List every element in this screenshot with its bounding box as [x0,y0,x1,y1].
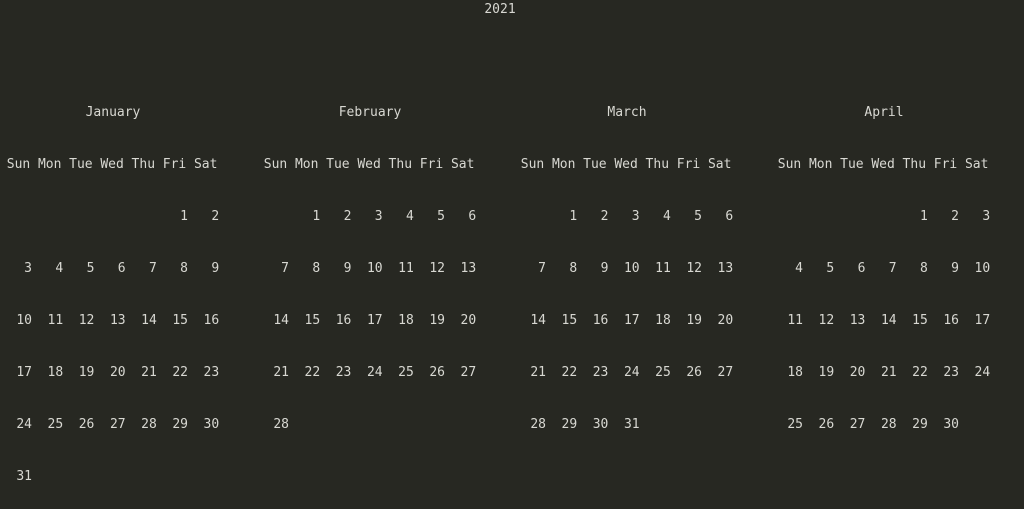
day-cell: 9 [211,261,220,276]
day-cell: 18 [398,313,414,328]
day-cell: 13 [109,313,126,328]
day-cell: 25 [47,417,64,432]
day-cell: 27 [460,365,477,380]
day-cell: 24 [623,365,640,380]
day-cell: 22 [172,365,188,380]
weekday-header: Wed [614,157,638,172]
day-cell: 12 [78,313,95,328]
day-cell: 17 [16,365,32,380]
day-cell: 16 [203,313,220,328]
day-cell: 26 [429,365,445,380]
day-cell: 20 [849,365,866,380]
day-cell: 13 [849,313,866,328]
day-cell: 4 [405,209,414,224]
day-cell: 25 [655,365,671,380]
day-cell: 9 [343,261,352,276]
day-cell: 5 [437,209,445,224]
day-cell: 28 [530,417,546,432]
day-cell: 11 [398,261,414,276]
day-cell: 28 [273,417,289,432]
day-cell: 15 [172,313,188,328]
day-cell: 11 [655,261,671,276]
day-cell: 18 [47,365,64,380]
day-cell: 1 [919,209,928,224]
day-cell: 22 [912,365,928,380]
day-cell: 24 [366,365,383,380]
day-cell: 13 [460,261,477,276]
day-cell: 30 [592,417,609,432]
weekday-header: Sat [964,157,989,172]
day-cell: 6 [468,209,477,224]
day-cell: 7 [538,261,546,276]
day-cell: 7 [148,261,157,276]
month-name: March [607,105,647,120]
weekday-header: Thu [902,157,927,172]
weekday-header: Fri [676,157,701,172]
day-cell: 6 [725,209,734,224]
day-cell: 2 [343,209,352,224]
day-cell: 24 [16,417,32,432]
day-cell: 6 [857,261,866,276]
month-name: February [338,105,402,120]
day-cell: 23 [943,365,959,380]
day-cell: 9 [600,261,609,276]
day-cell: 4 [795,261,803,276]
day-cell: 10 [623,261,640,276]
day-cell: 1 [569,209,578,224]
day-cell: 26 [78,417,95,432]
day-cell: 19 [78,365,95,380]
weekday-header: Sun [777,157,802,172]
day-cell: 14 [273,313,289,328]
weekday-header: Mon [808,157,833,172]
day-cell: 2 [951,209,959,224]
weekday-header: Mon [294,157,319,172]
day-cell: 1 [180,209,188,224]
weekday-header: Sun [263,157,288,172]
day-cell: 8 [569,261,578,276]
day-cell: 4 [55,261,64,276]
day-cell: 8 [919,261,928,276]
day-cell: 3 [374,209,383,224]
day-cell: 2 [600,209,609,224]
day-cell: 23 [203,365,220,380]
day-cell: 1 [312,209,321,224]
weekday-header: Thu [388,157,413,172]
day-cell: 25 [398,365,414,380]
month-name: January [85,105,141,120]
day-cell: 6 [117,261,126,276]
day-cell: 17 [623,313,640,328]
day-cell: 3 [24,261,32,276]
day-cell: 21 [880,365,897,380]
day-cell: 11 [47,313,64,328]
day-cell: 31 [623,417,640,432]
weekday-header: Tue [840,157,864,172]
day-cell: 12 [686,261,702,276]
weekday-header: Tue [69,157,93,172]
day-cell: 17 [974,313,991,328]
day-cell: 16 [592,313,609,328]
day-cell: 30 [203,417,220,432]
day-cell: 2 [211,209,220,224]
day-cell: 25 [787,417,803,432]
day-cell: 3 [982,209,991,224]
weekday-header: Sun [520,157,545,172]
day-cell: 23 [335,365,352,380]
day-cell: 21 [273,365,289,380]
day-cell: 5 [694,209,702,224]
day-cell: 9 [951,261,959,276]
day-cell: 18 [655,313,671,328]
day-cell: 14 [141,313,157,328]
weekday-header: Sun [6,157,31,172]
day-cell: 5 [826,261,835,276]
day-cell: 7 [888,261,897,276]
day-cell: 28 [880,417,897,432]
weekday-header: Fri [419,157,444,172]
day-cell: 3 [631,209,640,224]
day-cell: 5 [86,261,95,276]
day-cell: 27 [849,417,866,432]
day-cell: 10 [974,261,991,276]
day-cell: 18 [787,365,803,380]
day-cell: 8 [180,261,188,276]
day-cell: 28 [141,417,157,432]
weekday-header: Fri [162,157,187,172]
day-cell: 15 [561,313,578,328]
weekday-header: Wed [871,157,895,172]
year-heading: 2021 [484,2,516,17]
weekday-header: Wed [357,157,381,172]
day-cell: 8 [312,261,321,276]
day-cell: 20 [460,313,477,328]
day-cell: 22 [304,365,321,380]
day-cell: 20 [109,365,126,380]
day-cell: 16 [943,313,959,328]
day-cell: 27 [717,365,734,380]
day-cell: 21 [530,365,546,380]
day-cell: 15 [304,313,321,328]
day-cell: 4 [662,209,671,224]
day-cell: 12 [818,313,835,328]
weekday-header: Mon [551,157,576,172]
day-cell: 22 [561,365,578,380]
day-cell: 31 [16,469,32,484]
day-cell: 20 [717,313,734,328]
day-cell: 10 [16,313,32,328]
day-cell: 14 [530,313,546,328]
day-cell: 26 [818,417,835,432]
day-cell: 17 [366,313,383,328]
day-cell: 7 [281,261,289,276]
weekday-header: Sat [193,157,218,172]
weekday-header: Thu [131,157,156,172]
day-cell: 26 [686,365,702,380]
day-cell: 15 [912,313,928,328]
weekday-header: Wed [100,157,124,172]
weekday-header: Tue [583,157,607,172]
month-name: April [864,105,904,120]
day-cell: 14 [880,313,897,328]
weekday-header: Thu [645,157,670,172]
weekday-header: Tue [326,157,350,172]
day-cell: 30 [943,417,959,432]
day-cell: 12 [429,261,445,276]
day-cell: 23 [592,365,609,380]
weekday-header: Fri [933,157,958,172]
day-cell: 19 [429,313,445,328]
day-cell: 24 [974,365,991,380]
day-cell: 16 [335,313,352,328]
day-cell: 29 [172,417,188,432]
day-cell: 11 [787,313,803,328]
day-cell: 29 [912,417,928,432]
day-cell: 19 [818,365,835,380]
weekday-header: Mon [37,157,62,172]
day-cell: 19 [686,313,702,328]
day-cell: 10 [366,261,383,276]
day-cell: 27 [109,417,126,432]
weekday-header: Sat [707,157,732,172]
day-cell: 13 [717,261,734,276]
day-cell: 29 [561,417,578,432]
day-cell: 21 [141,365,157,380]
weekday-header: Sat [450,157,475,172]
